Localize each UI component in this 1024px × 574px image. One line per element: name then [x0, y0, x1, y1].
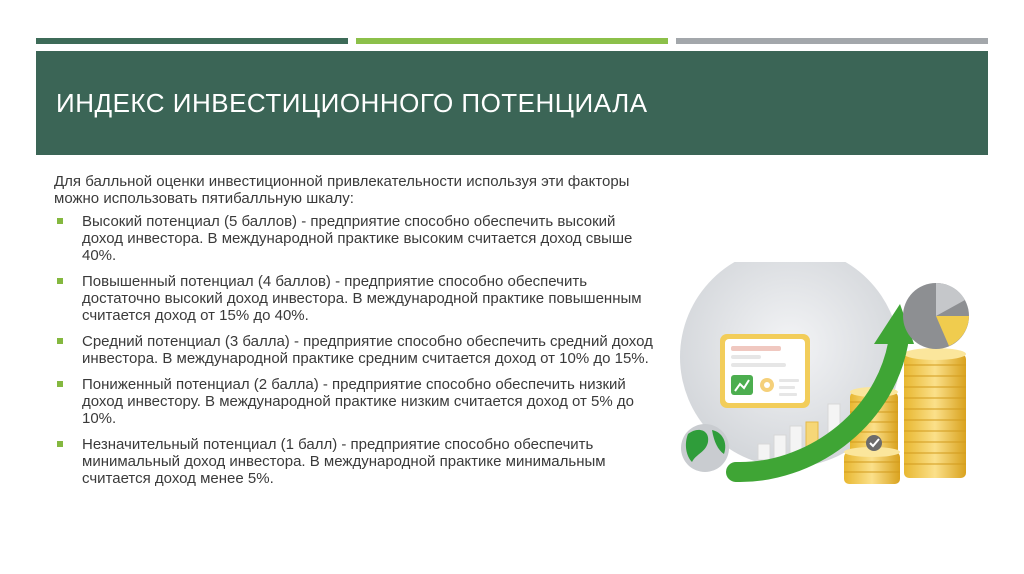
pie-chart-icon [903, 283, 969, 349]
top-accent-bar-green [356, 38, 668, 44]
list-item [54, 436, 654, 487]
list-item-text: Средний потенциал (3 балла) - предприятие способно обеспечить средний доход инвестора. В международной практике средним считается доход от 10% до 15%. [82, 333, 653, 367]
list-item-text: Незначительный потенциал (1 балл) - предприятие способно обеспечить минимальный доход инвестора. В международной практике минимальным считается доход менее 5%. [82, 436, 606, 487]
list-item [54, 273, 654, 324]
dashboard-card-icon [720, 334, 810, 408]
illustration-svg [678, 262, 978, 492]
globe-icon [681, 424, 729, 472]
bullet-square-icon [57, 381, 63, 387]
slide-title: ИНДЕКС ИНВЕСТИЦИОННОГО ПОТЕНЦИАЛА [56, 88, 648, 118]
potential-list [54, 213, 654, 487]
list-item [54, 213, 654, 264]
bullet-square-icon [57, 218, 63, 224]
slide-body [54, 173, 654, 496]
intro-paragraph: Для балльной оценки инвестиционной привлекательности используя эти факторы можно использовать пятибалльную шкалу: [54, 173, 630, 207]
list-item-text: Пониженный потенциал (2 балла) - предприятие способно обеспечить низкий доход инвестору. В международной практике низким считается доход от 5% до 10%. [82, 376, 634, 427]
list-item [54, 333, 654, 367]
list-item-text: Повышенный потенциал (4 баллов) - предприятие способно обеспечить достаточно высокий доход инвестора. В международной практике повышенным считается доход от 15% до 40%. [82, 273, 642, 324]
title-banner [36, 51, 988, 155]
list-item [54, 376, 654, 427]
top-accent-bar-dark [36, 38, 348, 44]
bullet-square-icon [57, 338, 63, 344]
list-item-text: Высокий потенциал (5 баллов) - предприятие способно обеспечить высокий доход инвестора. В международной практике высоким считается доход свыше 40%. [82, 213, 633, 264]
investment-growth-illustration [678, 262, 978, 492]
checkmark-icon [866, 435, 882, 451]
bullet-square-icon [57, 441, 63, 447]
top-accent-bar-gray [676, 38, 988, 44]
bullet-square-icon [57, 278, 63, 284]
